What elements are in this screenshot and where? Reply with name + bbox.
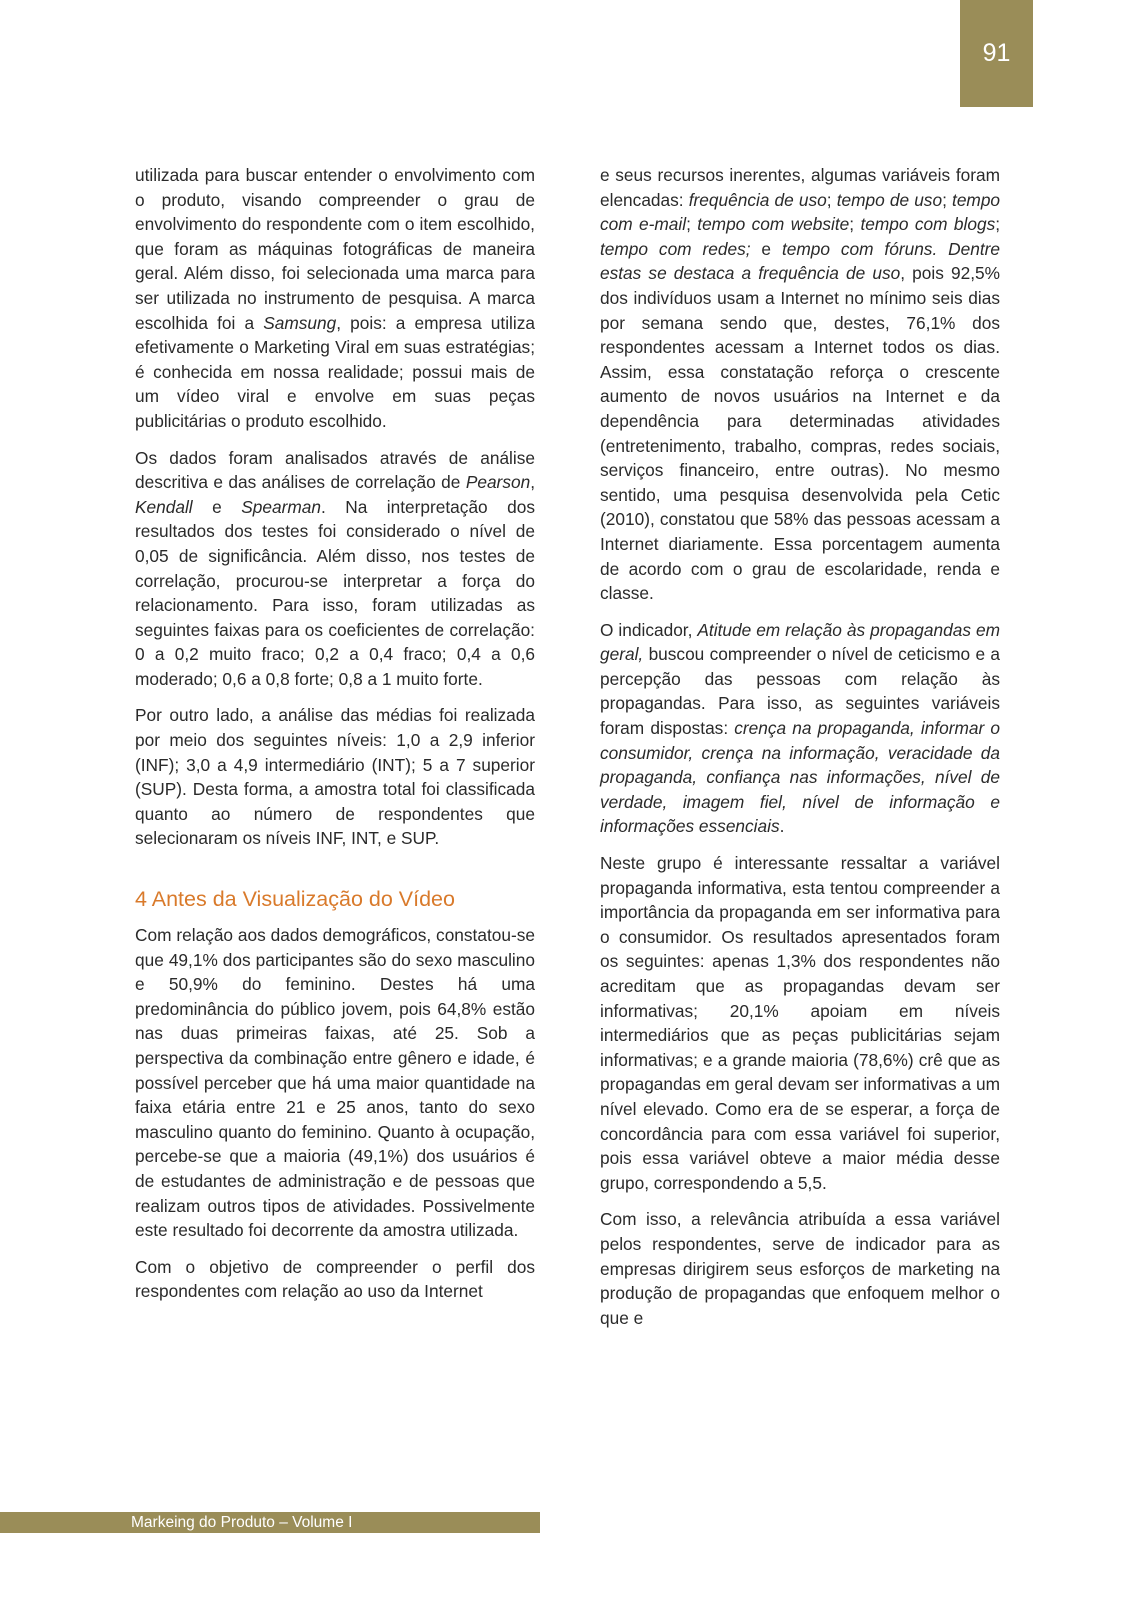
left-column [135, 163, 535, 1316]
section-heading: 4 Antes da Visualização do Vídeo [135, 887, 455, 912]
paragraph: Por outro lado, a análise das médias foi realizada por meio dos seguintes níveis: 1,0 a 2,9 inferior (INF); 3,0 a 4,9 intermediário (INT); 5 a 7 superior (SUP). Desta forma, a amostra total foi classificada quanto ao número de respondentes que selecionaram os níveis INF, INT, e SUP. [135, 705, 535, 849]
paragraph: O indicador, Atitude em relação às propagandas em geral, buscou compreender o nível de ceticismo e a percepção das pessoas com relação às propagandas. Para isso, as seguintes variáveis foram dispostas: crença na propaganda, informar o consumidor, crença na informação, veracidade da propaganda, confiança nas informações, nível de verdade, imagem fiel, nível de informação e informações essenciais. [600, 619, 1000, 837]
paragraph: Com isso, a relevância atribuída a essa variável pelos respondentes, serve de indicador para as empresas dirigirem seus esforços de marketing na produção de propagandas que enfoquem melhor o que e [600, 1209, 1000, 1328]
paragraph: Os dados foram analisados através de análise descritiva e das análises de correlação de Pearson, Kendall e Spearman. Na interpretação dos resultados dos testes foi considerado o nível de 0,05 de significância. Além disso, nos testes de correlação, procurou-se interpretar a força do relacionamento. Para isso, foram utilizadas as seguintes faixas para os coeficientes de correlação: 0 a 0,2 muito fraco; 0,2 a 0,4 fraco; 0,4 a 0,6 moderado; 0,6 a 0,8 forte; 0,8 a 1 muito forte. [135, 447, 535, 689]
paragraph: Com o objetivo de compreender o perfil dos respondentes com relação ao uso da Internet [135, 1256, 535, 1302]
paragraph: utilizada para buscar entender o envolvimento com o produto, visando compreender o grau de envolvimento do respondente com o item escolhido, que foram as máquinas fotográficas de maneira geral. Além disso, foi selecionada uma marca para ser utilizada no instrumento de pesquisa. A marca escolhida foi a Samsung, pois: a empresa utiliza efetivamente o Marketing Viral em suas estratégias; é conhecida em nossa realidade; possui mais de um vídeo viral e envolve em suas peças publicitárias o produto escolhido. [135, 165, 535, 431]
paragraph: e seus recursos inerentes, algumas variáveis foram elencadas: frequência de uso; tempo de uso; tempo com e-mail; tempo com website; tempo com blogs; tempo com redes; e tempo com fóruns. Dentre estas se destaca a frequência de uso, pois 92,5% dos indivíduos usam a Internet no mínimo seis dias por semana sendo que, destes, 76,1% dos respondentes acessam a Internet todos os dias. Assim, essa constatação reforça o crescente aumento de novos usuários na Internet e da dependência para determinadas atividades (entretenimento, trabalho, compras, redes sociais, serviços financeiro, entre outras). No mesmo sentido, uma pesquisa desenvolvida pela Cetic (2010), constatou que 58% das pessoas acessam a Internet diariamente. Essa porcentagem aumenta de acordo com o grau de escolaridade, renda e classe. [600, 165, 1001, 604]
right-column [600, 163, 1000, 1342]
paragraph: Neste grupo é interessante ressaltar a variável propaganda informativa, esta tentou compreender a importância da propaganda em ser informativa para o consumidor. Os resultados apresentados foram os seguintes: apenas 1,3% dos respondentes não acreditam que as propagandas devam ser informativas; 20,1% apoiam em níveis intermediários que as peças publicitárias sejam informativas; e a grande maioria (78,6%) crê que as propagandas em geral devam ser informativas a um nível elevado. Como era de se esperar, a força de concordância para com essa variável foi superior, pois essa variável obteve a maior média desse grupo, correspondendo a 5,5. [600, 853, 1000, 1193]
paragraph: Com relação aos dados demográficos, constatou-se que 49,1% dos participantes são do sexo masculino e 50,9% do feminino. Destes há uma predominância do público jovem, pois 64,8% estão nas duas primeiras faixas, até 25. Sob a perspectiva da combinação entre gênero e idade, é possível perceber que há uma maior quantidade na faixa etária entre 21 e 25 anos, tanto do sexo masculino quanto do feminino. Quanto à ocupação, percebe-se que a maioria (49,1%) dos usuários é de estudantes de administração e de pessoas que realizam outros tipos de atividades. Possivelmente este resultado foi decorrente da amostra utilizada. [135, 925, 535, 1241]
page-number: 91 [960, 0, 1033, 107]
footer-running-title: Markeing do Produto – Volume I [0, 1512, 540, 1533]
